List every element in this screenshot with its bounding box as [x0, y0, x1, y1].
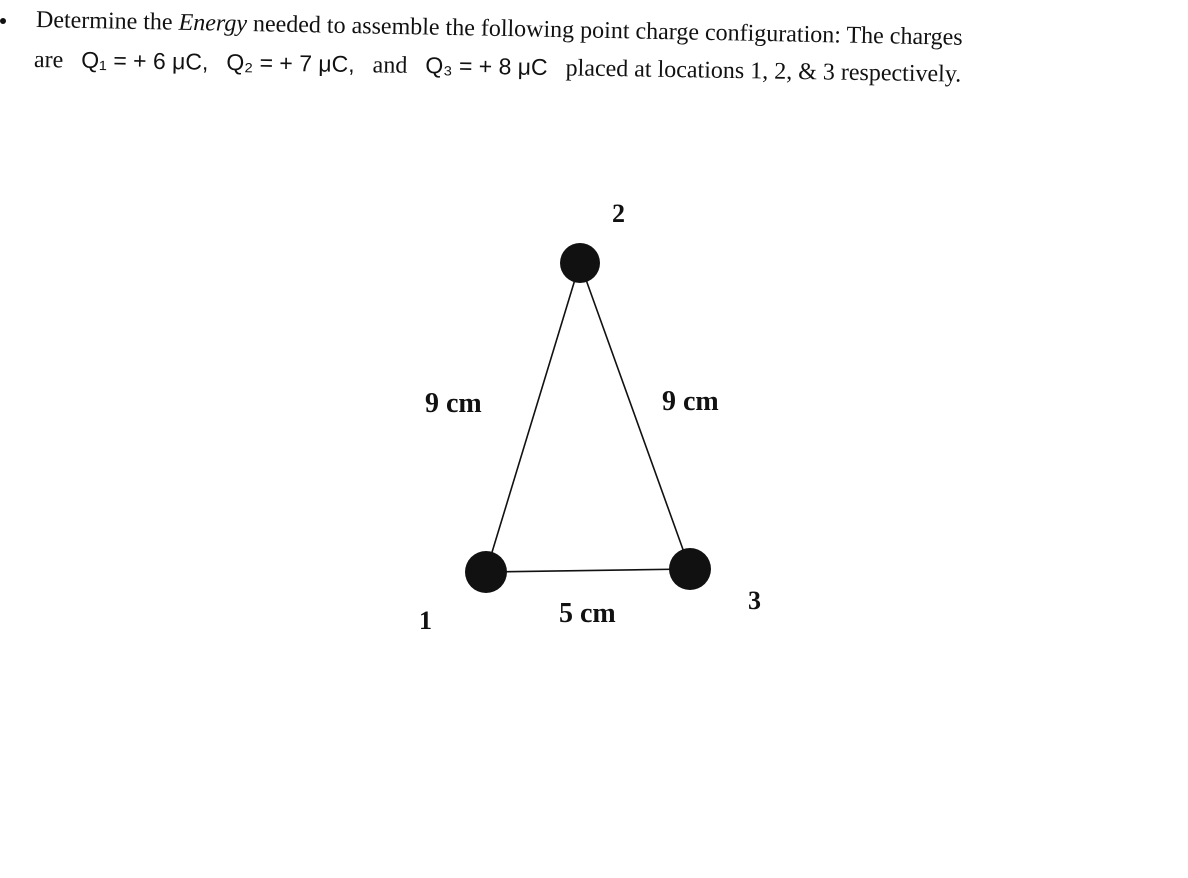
side-label-right: 9 cm [662, 386, 719, 417]
side-label-left: 9 cm [425, 388, 482, 419]
side-1-3 [486, 569, 690, 572]
charge-q3: Q₃ = + 8 μC [425, 52, 548, 81]
problem-text-continued: needed to assemble the following point charge configuration: The charges [252, 11, 963, 51]
charge-q1: Q₁ = + 6 μC, [81, 46, 209, 75]
problem-text-intro: Determine the [35, 7, 173, 36]
point-label-2: 2 [612, 199, 625, 228]
side-label-bottom: 5 cm [559, 598, 616, 629]
charge-point-2 [560, 243, 600, 283]
point-label-1: 1 [419, 606, 432, 635]
energy-word: Energy [178, 9, 248, 38]
charge-q2: Q₂ = + 7 μC, [226, 49, 355, 78]
charge-point-1 [465, 551, 507, 593]
point-label-3: 3 [748, 586, 761, 615]
are-word: are [33, 47, 64, 74]
charge-point-3 [669, 548, 711, 590]
side-1-2 [486, 263, 580, 572]
problem-text-tail: placed at locations 1, 2, & 3 respectively. [565, 55, 962, 88]
and-word: and [372, 52, 408, 79]
